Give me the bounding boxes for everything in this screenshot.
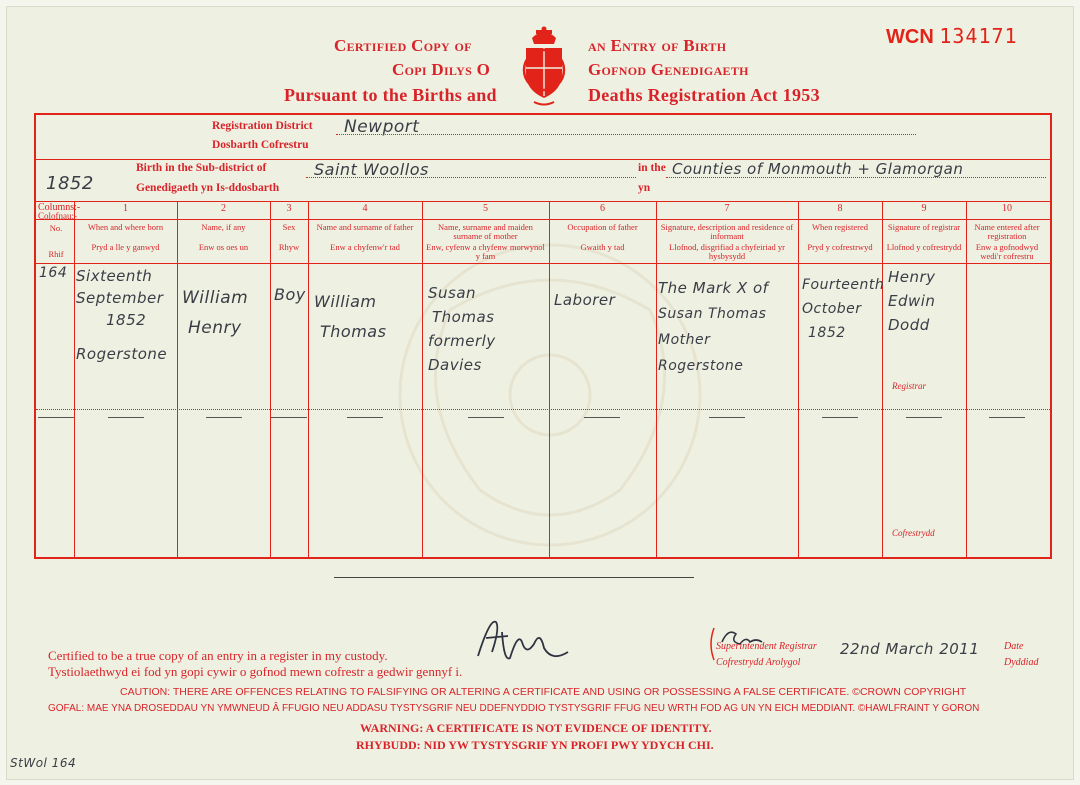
column-divider [177, 201, 178, 557]
column-divider [308, 201, 309, 557]
blank-dash [271, 417, 307, 418]
certified-text-en: Certified to be a true copy of an entry in a register in my custody. [48, 648, 388, 663]
entry-registered [802, 273, 884, 345]
blank-dash [38, 417, 74, 418]
registration-district-value: Newport [344, 117, 420, 137]
entry-line: Sixteenth [76, 267, 153, 285]
header-line3-right: Deaths Registration Act 1953 [588, 85, 820, 105]
column-divider [882, 201, 883, 557]
colofnau-label: Colofnau:- [38, 211, 77, 221]
warning-cy: RHYBUDD: NID YW TYSTYSGRIF YN PROFI PWY YDYCH CHI. [356, 738, 714, 752]
column-number: 10 [1002, 203, 1012, 214]
registration-year: 1852 [46, 173, 94, 194]
serial-digits: 134171 [939, 24, 1018, 48]
column-heading-cy: Gwaith y tad [580, 242, 625, 252]
frame-divider [36, 263, 1050, 264]
entry-line: Susan [428, 284, 477, 302]
entry-father [314, 287, 386, 347]
superintendent-label: Superintendent Registrar [716, 641, 817, 652]
frame-divider [36, 201, 1050, 202]
column-heading-cy: Enw a chyfenw'r tad [330, 242, 400, 252]
entry-line: Fourteenth [802, 277, 885, 293]
entry-sex: Boy [274, 285, 306, 304]
superintendent-label-cy: Cofrestrydd Arolygol [716, 657, 801, 668]
blank-dash [206, 417, 242, 418]
dosbarth-cofrestru-label: Dosbarth Cofrestru [212, 139, 309, 151]
column-heading-en: Name entered after registration [974, 222, 1040, 241]
subdistrict-dotted-line [306, 177, 636, 178]
column-heading-cy: Llofnod y cofrestrydd [886, 242, 962, 252]
column-number: 1 [123, 203, 128, 214]
blank-dash [822, 417, 858, 418]
margin-note: StWol 164 [10, 756, 77, 770]
entry-line: Rogerstone [76, 345, 168, 363]
row-dotted-divider [36, 409, 1050, 410]
column-heading-en: When registered [812, 222, 868, 232]
warning-en: WARNING: A CERTIFICATE IS NOT EVIDENCE OF IDENTITY. [360, 721, 712, 735]
entry-line: William [314, 292, 377, 311]
district-dotted-line [336, 134, 916, 135]
entry-line: 1852 [808, 325, 846, 341]
header-line1-right: an Entry of Birth [588, 36, 727, 55]
column-number: 3 [286, 203, 292, 214]
blank-dash [347, 417, 383, 418]
blank-dash [468, 417, 504, 418]
entry-registrar [888, 265, 936, 337]
header-line3-left: Pursuant to the Births and [284, 85, 497, 105]
column-heading-cy: Enw a gofnodwyd wedi'r cofrestru [975, 242, 1039, 261]
column-heading-cy: Llofnod, disgrifiad a chyfeiriad yr hysbysydd [669, 242, 785, 261]
entry-informant [658, 275, 768, 379]
column-heading-cy: Rhyw [278, 242, 300, 252]
header-line1-left: Certified Copy of [334, 36, 472, 55]
header-line2-left: Copi Dilys O [392, 60, 491, 79]
entry-line: Rogerstone [658, 358, 744, 374]
serial-number [886, 24, 1018, 49]
entry-line: Thomas [432, 308, 495, 326]
column-heading-cy: Enw, cyfenw a chyfenw morwynol y fam [426, 242, 545, 261]
column-number: 5 [483, 203, 488, 214]
yn-label: yn [638, 182, 651, 194]
entry-mother [428, 281, 496, 377]
header-line2-right: Gofnod Genedigaeth [588, 60, 749, 79]
royal-arms-crest-icon [518, 24, 570, 108]
column-heading-en: When and where born [87, 222, 164, 232]
registration-district-label: Registration District [212, 120, 313, 132]
column-divider [422, 201, 423, 557]
blank-dash [584, 417, 620, 418]
entry-name [182, 283, 248, 343]
entry-line: Henry [188, 318, 242, 338]
rhif-label: Rhif [48, 249, 64, 259]
caution-en: CAUTION: THERE ARE OFFENCES RELATING TO FALSIFYING OR ALTERING A CERTIFICATE AND USING OR POSSESSING A FALSE CERTIFICATE. ©CROWN COPYRIGHT [120, 686, 967, 698]
entry-line: formerly [428, 332, 496, 350]
entry-line: 1852 [106, 311, 147, 329]
column-heading-en: Occupation of father [567, 222, 638, 232]
certified-text-cy: Tystiolaethwyd ei fod yn gopi cywir o gofnod mewn cofrestr a gedwir gennyf i. [48, 664, 463, 679]
blank-dash [906, 417, 942, 418]
entry-line: Susan Thomas [658, 306, 767, 322]
blank-dash [108, 417, 144, 418]
subdistrict-value: Saint Woollos [314, 160, 429, 179]
column-divider [74, 201, 75, 557]
blank-dash [989, 417, 1025, 418]
dyddiad-label: Dyddiad [1004, 657, 1039, 668]
frame-divider [36, 219, 1050, 220]
county-value: Counties of Monmouth + Glamorgan [672, 160, 964, 178]
cofrestrydd-label: Cofrestrydd [892, 528, 935, 538]
register-entry-frame [34, 113, 1052, 559]
entry-line: October [802, 301, 862, 317]
entry-number: 164 [39, 265, 68, 281]
in-the-label: in the [638, 162, 666, 174]
county-dotted-line [666, 177, 1046, 178]
entry-line: Edwin [888, 292, 936, 310]
entry-line: William [182, 288, 249, 308]
column-number: 7 [724, 203, 730, 214]
entry-line: Mother [658, 332, 711, 348]
column-heading-en: Name, surname and maiden surname of mother [438, 222, 533, 241]
registrar-signature-icon [468, 612, 578, 668]
serial-prefix: WCN [886, 26, 934, 48]
subdistrict-label-cy: Genedigaeth yn Is-ddosbarth [136, 182, 280, 194]
registrar-label: Registrar [892, 381, 927, 391]
columns-label: Columns:- [38, 202, 81, 213]
column-divider [798, 201, 799, 557]
column-heading-cy: Pryd y cofrestrwyd [807, 242, 873, 252]
column-number: 4 [362, 203, 368, 214]
entry-line: Thomas [320, 322, 387, 341]
column-number: 9 [921, 203, 927, 214]
column-divider [966, 201, 967, 557]
column-number: 2 [221, 203, 226, 214]
column-heading-en: Sex [282, 222, 296, 232]
entry-line: September [76, 289, 164, 307]
column-divider [270, 201, 271, 557]
entry-when-where [76, 265, 176, 365]
column-divider [549, 201, 550, 557]
entry-line: Dodd [888, 316, 930, 334]
entry-line: The Mark X of [658, 279, 769, 297]
column-heading-en: Name, if any [201, 222, 246, 232]
column-heading-en: Signature, description and residence of informant [660, 222, 794, 241]
column-heading-en: Signature of registrar [887, 222, 961, 232]
date-label: Date [1004, 641, 1024, 652]
entry-line: Davies [428, 356, 482, 374]
blank-dash [709, 417, 745, 418]
subdistrict-label: Birth in the Sub-district of [136, 162, 267, 174]
certificate-date: 22nd March 2011 [840, 640, 980, 658]
column-number: 8 [837, 203, 843, 214]
entry-occupation: Laborer [554, 291, 616, 309]
entry-line: Henry [888, 268, 936, 286]
no-label: No. [49, 223, 63, 233]
column-divider [656, 201, 657, 557]
signature-underline [334, 577, 694, 578]
column-heading-en: Name and surname of father [316, 222, 414, 232]
caution-cy: GOFAL: MAE YNA DROSEDDAU YN YMWNEUD Â FFUGIO NEU ADDASU TYSTYSGRIF NEU DDEFNYDDIO TYSTYSGRIF FFUG NEU WRTH FOD AG UN YN EICH MEDDIANT. ©HAWLFRAINT Y GORON [48, 703, 980, 714]
column-heading-cy: Pryd a lle y ganwyd [91, 242, 160, 252]
column-heading-cy: Enw os oes un [198, 242, 249, 252]
column-number: 6 [600, 203, 605, 214]
